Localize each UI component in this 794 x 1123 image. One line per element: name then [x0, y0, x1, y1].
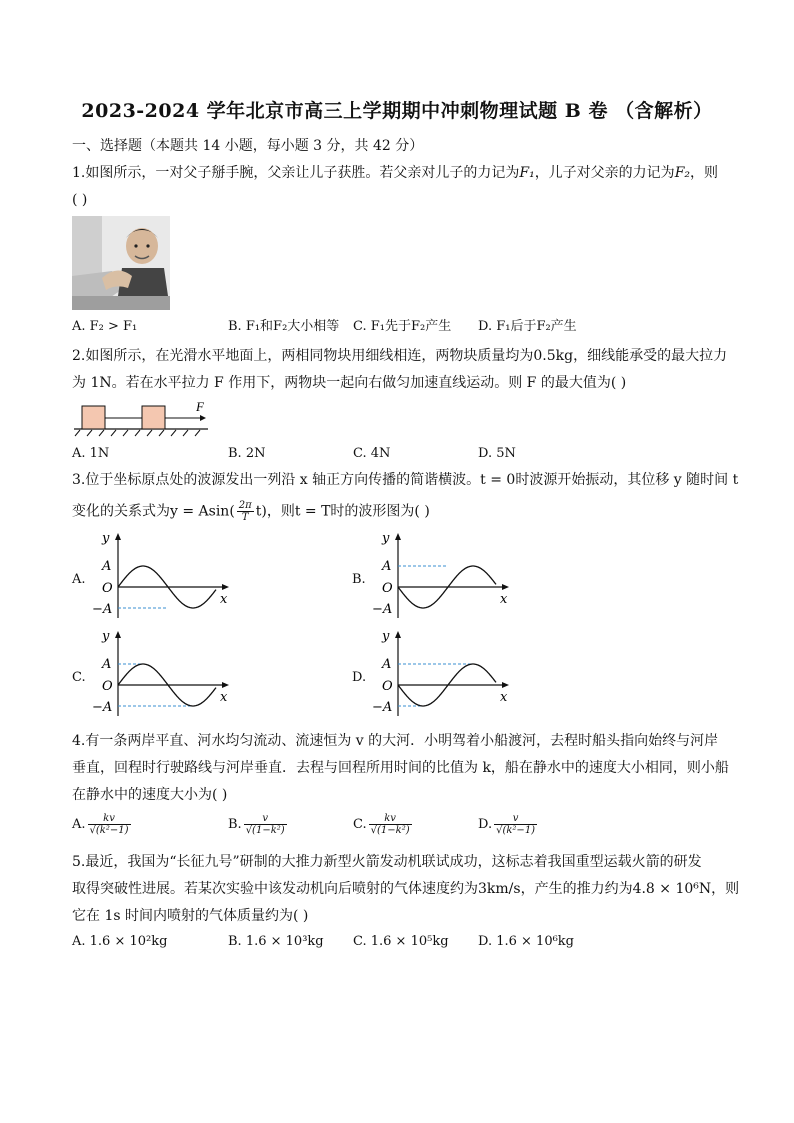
- q4-line3: 在静水中的速度大小为( ): [72, 787, 228, 803]
- q3-fraction: $\frac{2\pi}{T}$: [238, 500, 252, 523]
- q4-option-a[interactable]: A. $\frac{kv}{\text{√(k²−1)}}$: [72, 813, 129, 836]
- q3-line1: 3.位于坐标原点处的波源发出一列沿 x 轴正方向传播的简谐横波。t = 0时波源开始振动，其位移 y 随时间 t: [72, 472, 739, 488]
- svg-text:x: x: [500, 592, 508, 607]
- q3-option-a[interactable]: A.: [72, 572, 86, 587]
- svg-text:−A: −A: [372, 602, 393, 617]
- svg-text:−A: −A: [92, 700, 113, 715]
- q1-paren: ( ): [72, 192, 88, 208]
- svg-text:x: x: [500, 690, 508, 705]
- q3-line2: 变化的关系式为y = Asin( $\frac{2\pi}{T}$ t)，则t = T时的波形图为( ): [72, 500, 430, 523]
- q3-option-d[interactable]: D.: [352, 670, 367, 685]
- svg-text:O: O: [102, 679, 113, 694]
- q5-line1: 5.最近，我国为“长征九号”研制的大推力新型火箭发动机联试成功，这标志着我国重型运载火箭的研发: [72, 854, 702, 870]
- wave-graph-a: [88, 530, 238, 622]
- q2-line1: 2.如图所示，在光滑水平地面上，两相同物块用细线相连，两物块质量均为0.5kg，细线能承受的最大拉力: [72, 348, 728, 364]
- svg-text:−A: −A: [372, 700, 393, 715]
- q5-option-c[interactable]: C. 1.6 × 10⁵kg: [353, 934, 449, 949]
- wave-graph-d: [368, 628, 518, 720]
- q1-stem: 1.如图所示，一对父子掰手腕，父亲让儿子获胜。若父亲对儿子的力记为F₁，儿子对父亲的力记为F₂，则: [72, 165, 719, 181]
- q5-option-d[interactable]: D. 1.6 × 10⁶kg: [478, 934, 575, 949]
- svg-text:O: O: [382, 581, 393, 596]
- q4-option-b[interactable]: B. $\frac{v}{\text{√(1−k²)}}$: [228, 813, 285, 836]
- svg-text:−A: −A: [92, 602, 113, 617]
- q1-option-a[interactable]: A. F₂ > F₁: [72, 319, 138, 334]
- q4-line1: 4.有一条两岸平直、河水均匀流动、流速恒为 v 的大河．小明驾着小船渡河，去程时船头指向始终与河岸: [72, 733, 719, 749]
- q1-option-c[interactable]: C. F₁先于F₂产生: [353, 319, 452, 334]
- svg-text:y: y: [102, 531, 110, 546]
- svg-text:O: O: [382, 679, 393, 694]
- q2-option-c[interactable]: C. 4N: [353, 446, 391, 461]
- q5-option-b[interactable]: B. 1.6 × 10³kg: [228, 934, 324, 949]
- wave-graph-c: [88, 628, 238, 720]
- page-title: 2023-2024 学年北京市高三上学期期中冲刺物理试题 B 卷 （含解析）: [81, 100, 713, 122]
- blocks-diagram: [72, 398, 212, 438]
- q2-line2: 为 1N。若在水平拉力 F 作用下，两物块一起向右做匀加速直线运动。则 F 的最大值为( ): [72, 375, 627, 391]
- q4-option-c[interactable]: C. $\frac{kv}{\text{√(1−k²)}}$: [353, 813, 410, 836]
- arm-wrestling-photo: [72, 216, 170, 310]
- q4-line2: 垂直，回程时行驶路线与河岸垂直．去程与回程所用时间的比值为 k，船在静水中的速度大小相同，则小船: [72, 760, 729, 776]
- svg-text:O: O: [102, 581, 113, 596]
- q3-option-b[interactable]: B.: [352, 572, 366, 587]
- force-label: F: [196, 399, 204, 414]
- svg-text:y: y: [382, 531, 390, 546]
- q5-option-a[interactable]: A. 1.6 × 10²kg: [72, 934, 168, 949]
- q2-option-b[interactable]: B. 2N: [228, 446, 266, 461]
- svg-text:A: A: [382, 559, 392, 574]
- svg-text:x: x: [220, 592, 228, 607]
- q5-line2: 取得突破性进展。若某次实验中该发动机向后喷射的气体速度约为3km/s，产生的推力约为4.8 × 10⁶N，则: [72, 881, 740, 897]
- svg-text:A: A: [102, 657, 112, 672]
- q1-option-d[interactable]: D. F₁后于F₂产生: [478, 319, 577, 334]
- svg-text:x: x: [220, 690, 228, 705]
- svg-text:A: A: [382, 657, 392, 672]
- q1-option-b[interactable]: B. F₁和F₂大小相等: [228, 319, 340, 334]
- block-left: [82, 406, 105, 429]
- block-right: [142, 406, 165, 429]
- svg-text:y: y: [102, 629, 110, 644]
- q5-line3: 它在 1s 时间内喷射的气体质量约为( ): [72, 908, 309, 924]
- q4-option-d[interactable]: D. $\frac{v}{\text{√(k²−1)}}$: [478, 813, 536, 836]
- wave-graph-b: [368, 530, 518, 622]
- q2-option-d[interactable]: D. 5N: [478, 446, 516, 461]
- q2-option-a[interactable]: A. 1N: [72, 446, 110, 461]
- q3-option-c[interactable]: C.: [72, 670, 86, 685]
- svg-text:y: y: [382, 629, 390, 644]
- section-header: 一、选择题（本题共 14 小题，每小题 3 分，共 42 分）: [72, 138, 424, 154]
- svg-text:A: A: [102, 559, 112, 574]
